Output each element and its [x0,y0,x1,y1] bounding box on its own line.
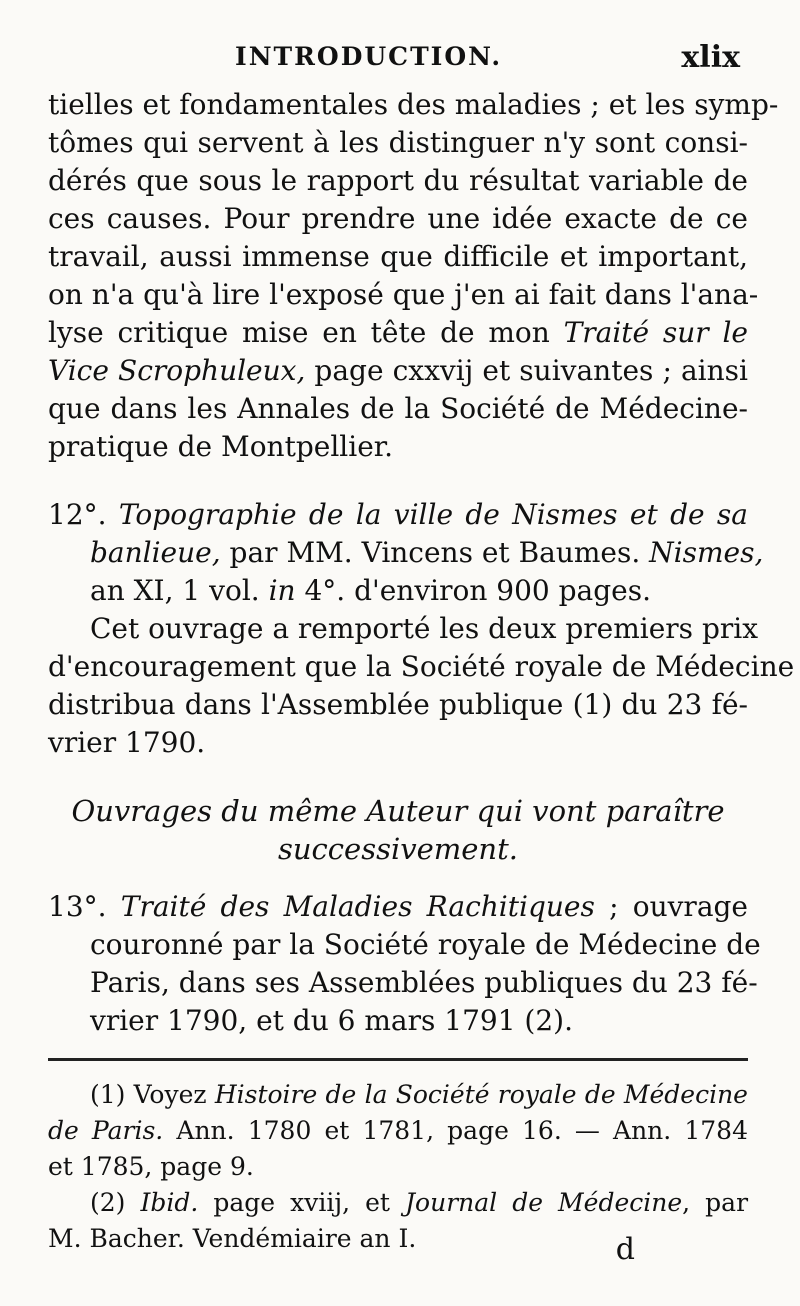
page-number: xlix [681,40,740,75]
footnote-rule [48,1058,748,1061]
text-line: que dans les Annales de la Société de Médecine- [48,392,748,425]
text-line: on n'a qu'à lire l'exposé que j'en ai fait dans l'ana- [48,278,759,311]
footnote-2-line: M. Bacher. Vendémiaire an I. [48,1224,417,1253]
text-span: par MM. Vincens et Baumes. [220,536,650,569]
footnote-1 [48,1077,748,1113]
item-number: 12°. [48,498,107,531]
text-line: tielles et fondamentales des maladies ; et les symp- [48,88,779,121]
footnote-2 [48,1185,748,1221]
format-span: in [268,574,296,607]
item-12-line [48,496,748,534]
text-span: lyse critique mise en tête de mon [48,316,564,349]
section-heading: Ouvrages du même Auteur qui vont paraître [71,794,725,828]
book-title-span: Traité des Maladies Rachitiques [120,890,595,923]
text-span: 4°. d'environ 900 pages. [295,574,651,607]
text-span: Ann. 1780 et 1781, page 16. — Ann. 1784 [163,1116,748,1145]
running-head [60,42,760,82]
text-line [48,352,748,390]
text-span: page xviij, et [198,1188,406,1217]
footnote-mark: (1) Voyez [90,1080,215,1109]
place-span: Nismes, [649,536,764,569]
signature-mark: d [615,1232,635,1267]
item-12-line [48,534,764,572]
book-title-span: Topographie de la ville de Nismes et de sa [118,498,748,531]
text-line: d'encouragement que la Société royale de Médecine [48,650,795,683]
footnote-title: Ibid. [140,1188,199,1217]
item-number: 13°. [48,890,107,923]
text-span: , par [682,1188,749,1217]
footnote-1-line: et 1785, page 9. [48,1152,254,1181]
text-line: vrier 1790, et du 6 mars 1791 (2). [90,1004,573,1037]
text-line: distribua dans l'Assemblée publique (1) du 23 fé- [48,688,748,721]
book-title-span: banlieue, [90,536,221,569]
text-span: ; ouvrage [594,890,748,923]
text-line: pratique de Montpellier. [48,430,393,463]
text-line: ces causes. Pour prendre une idée exacte de ce [48,202,748,235]
text-line: Paris, dans ses Assemblées publiques du 23 fé- [90,966,758,999]
footnote-title: Histoire de la Société royale de Médecine [214,1080,748,1109]
text-line: dérés que sous le rapport du résultat variable de [48,164,748,197]
text-span: page cxxvij et suivantes ; ainsi [305,354,748,387]
book-title-span: Traité sur le [563,316,748,349]
text-line: couronné par la Société royale de Médecine de [90,928,761,961]
running-title: INTRODUCTION. [235,42,503,71]
footnote-title: Journal de Médecine [405,1188,683,1217]
text-span: an XI, 1 vol. [90,574,269,607]
text-line [48,314,748,352]
footnote-title: de Paris. [48,1116,164,1145]
text-line: Cet ouvrage a remporté les deux premiers prix [90,612,758,645]
footnote-1-line [48,1113,748,1149]
footnote-mark: (2) [90,1188,141,1217]
page-body [48,86,795,1257]
section-heading-cont: successivement. [277,832,518,866]
text-line: vrier 1790. [48,726,206,759]
item-13-line [48,888,748,926]
text-line: travail, aussi immense que difficile et important, [48,240,748,273]
text-line: tômes qui servent à les distinguer n'y sont consi- [48,126,748,159]
book-title-span: Vice Scrophuleux, [48,354,306,387]
item-12-line [48,572,748,610]
